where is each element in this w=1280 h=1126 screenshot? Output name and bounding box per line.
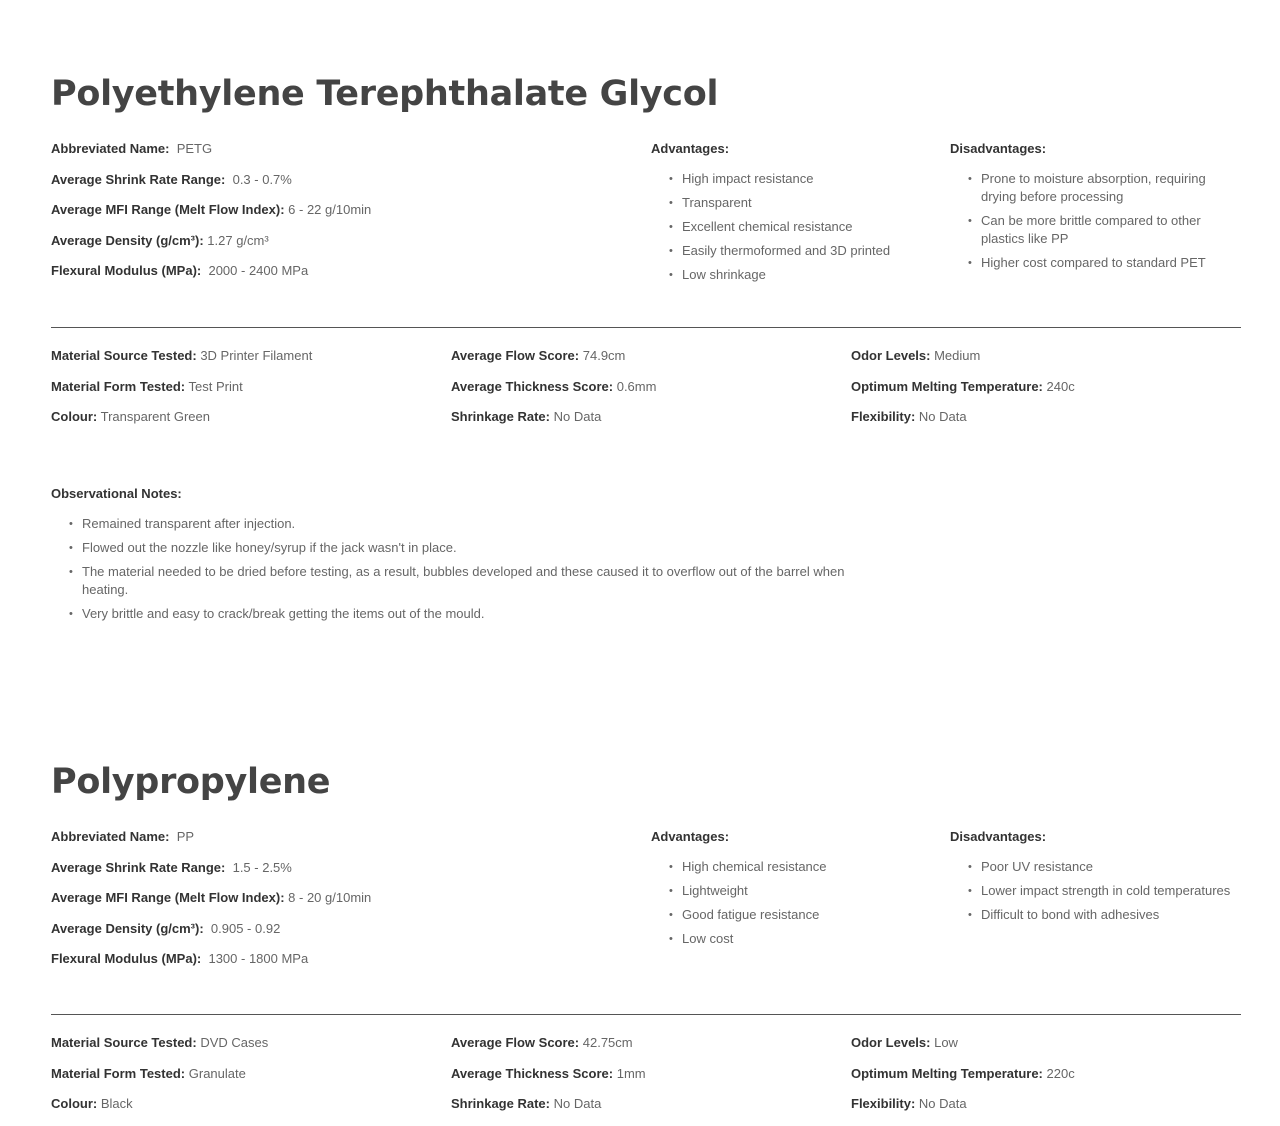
test-label: Material Source Tested:	[51, 348, 197, 363]
test-label: Shrinkage Rate:	[451, 409, 550, 424]
test-label: Average Thickness Score:	[451, 378, 614, 394]
test-label: Flexibility:	[851, 409, 916, 424]
test-label: Colour:	[51, 1096, 98, 1111]
material-overview	[51, 828, 1241, 988]
spec-label: Average Density (g/cm³):	[51, 920, 204, 936]
spec-label: Abbreviated Name:	[51, 829, 170, 844]
list-item: • Low cost	[682, 930, 921, 948]
test-row	[51, 1095, 441, 1113]
test-label: Optimum Melting Temperature:	[851, 1065, 1043, 1081]
test-row	[451, 1065, 841, 1083]
spec-row	[51, 950, 611, 968]
spec-row	[51, 201, 611, 219]
test-label: Odor Levels:	[851, 348, 931, 363]
spec-label: Average Density (g/cm³):	[51, 232, 204, 248]
test-column	[451, 1034, 841, 1126]
spec-value: 1.5 - 2.5%	[232, 859, 292, 875]
spec-row	[51, 828, 611, 846]
test-row	[851, 347, 1241, 365]
list-item: • Transparent	[682, 194, 921, 212]
test-row	[851, 1065, 1241, 1083]
list-item: • High impact resistance	[682, 170, 921, 188]
test-label: Average Flow Score:	[451, 348, 580, 363]
test-value: 42.75cm	[582, 1035, 633, 1050]
test-value: Medium	[934, 348, 981, 363]
list-item: • Low shrinkage	[682, 266, 921, 284]
test-row	[51, 1065, 441, 1083]
test-label: Material Source Tested:	[51, 1035, 197, 1050]
spec-row	[51, 859, 611, 877]
test-value: 220c	[1046, 1065, 1075, 1081]
test-row	[451, 1095, 841, 1113]
advantages-heading: Advantages:	[651, 829, 730, 844]
list-item: • The material needed to be dried before testing, as a result, bubbles developed and these caused it to overflow out of the barrel when heating.	[82, 563, 891, 599]
spec-value: PETG	[176, 141, 213, 156]
test-row	[851, 408, 1241, 426]
test-value: Transparent Green	[100, 409, 210, 424]
disadvantages-list	[950, 858, 1241, 924]
list-item: • Lightweight	[682, 882, 921, 900]
list-item: • Good fatigue resistance	[682, 906, 921, 924]
test-label: Average Flow Score:	[451, 1035, 580, 1050]
spec-label: Average Shrink Rate Range:	[51, 171, 226, 187]
advantages-column	[651, 828, 921, 954]
test-label: Odor Levels:	[851, 1035, 931, 1050]
test-column	[451, 347, 841, 439]
test-column	[51, 347, 441, 439]
material-section-petg	[51, 70, 1241, 621]
list-item: • Higher cost compared to standard PET	[981, 254, 1241, 272]
spec-row	[51, 920, 611, 938]
test-value: DVD Cases	[200, 1035, 269, 1050]
test-label: Material Form Tested:	[51, 378, 186, 394]
observational-notes	[51, 485, 891, 629]
spec-value: 1300 - 1800 MPa	[208, 951, 309, 967]
test-value: Black	[100, 1096, 133, 1111]
spec-row	[51, 232, 611, 250]
spec-list	[51, 828, 611, 981]
material-title: Polypropylene	[51, 762, 331, 802]
disadvantages-column	[950, 828, 1241, 930]
list-item: • Prone to moisture absorption, requiring drying before processing	[981, 170, 1241, 206]
list-item: • Excellent chemical resistance	[682, 218, 921, 236]
advantages-heading: Advantages:	[651, 141, 730, 156]
test-row	[51, 378, 441, 396]
spec-label: Average MFI Range (Melt Flow Index):	[51, 890, 285, 906]
spec-value: 2000 - 2400 MPa	[208, 263, 309, 279]
test-label: Average Thickness Score:	[451, 1065, 614, 1081]
spec-list	[51, 140, 611, 293]
test-row	[51, 1034, 441, 1052]
list-item: • Poor UV resistance	[981, 858, 1241, 876]
test-value: Low	[934, 1035, 958, 1050]
test-column	[851, 1034, 1241, 1126]
disadvantages-heading: Disadvantages:	[950, 141, 1047, 156]
spec-label: Average Shrink Rate Range:	[51, 859, 226, 875]
material-section-pp	[51, 758, 1241, 1111]
test-row	[451, 408, 841, 426]
spec-label: Average MFI Range (Melt Flow Index):	[51, 202, 285, 218]
list-item: • Flowed out the nozzle like honey/syrup if the jack wasn't in place.	[82, 539, 891, 557]
spec-value: 0.3 - 0.7%	[232, 171, 292, 187]
test-label: Flexibility:	[851, 1096, 916, 1111]
test-value: 240c	[1046, 378, 1075, 394]
section-divider	[51, 1014, 1241, 1015]
test-value: 74.9cm	[582, 348, 626, 363]
test-value: 0.6mm	[616, 378, 657, 394]
test-value: 1mm	[616, 1065, 646, 1081]
spec-label: Flexural Modulus (MPa):	[51, 263, 202, 279]
material-title: Polyethylene Terephthalate Glycol	[51, 74, 719, 114]
spec-value: 8 - 20 g/10min	[288, 890, 372, 906]
test-row	[451, 347, 841, 365]
list-item: • Easily thermoformed and 3D printed	[682, 242, 921, 260]
test-label: Material Form Tested:	[51, 1065, 186, 1081]
test-row	[851, 1095, 1241, 1113]
list-item: • Very brittle and easy to crack/break getting the items out of the mould.	[82, 605, 891, 623]
test-row	[851, 378, 1241, 396]
test-value: No Data	[918, 409, 967, 424]
material-overview	[51, 140, 1241, 300]
test-value: No Data	[553, 409, 602, 424]
spec-value: PP	[176, 829, 195, 844]
test-value: 3D Printer Filament	[200, 348, 313, 363]
disadvantages-heading: Disadvantages:	[950, 829, 1047, 844]
disadvantages-list	[950, 170, 1241, 272]
spec-value: 6 - 22 g/10min	[288, 202, 372, 218]
spec-label: Abbreviated Name:	[51, 141, 170, 156]
test-row	[51, 347, 441, 365]
spec-row	[51, 171, 611, 189]
test-column	[851, 347, 1241, 439]
spec-label: Flexural Modulus (MPa):	[51, 951, 202, 967]
spec-value: 0.905 - 0.92	[210, 920, 281, 936]
advantages-list	[651, 858, 921, 948]
test-label: Shrinkage Rate:	[451, 1096, 550, 1111]
test-label: Optimum Melting Temperature:	[851, 378, 1043, 394]
section-divider	[51, 327, 1241, 328]
list-item: • Lower impact strength in cold temperatures	[981, 882, 1241, 900]
spec-row	[51, 889, 611, 907]
test-row	[51, 408, 441, 426]
disadvantages-column	[950, 140, 1241, 278]
test-value: Test Print	[188, 378, 243, 394]
test-label: Colour:	[51, 409, 98, 424]
notes-list	[51, 515, 891, 623]
list-item: • Can be more brittle compared to other plastics like PP	[981, 212, 1241, 248]
list-item: • High chemical resistance	[682, 858, 921, 876]
test-row	[451, 1034, 841, 1052]
notes-heading: Observational Notes:	[51, 486, 182, 501]
spec-row	[51, 140, 611, 158]
spec-row	[51, 262, 611, 280]
list-item: • Remained transparent after injection.	[82, 515, 891, 533]
test-value: Granulate	[188, 1065, 246, 1081]
list-item: • Difficult to bond with adhesives	[981, 906, 1241, 924]
test-row	[451, 378, 841, 396]
advantages-list	[651, 170, 921, 284]
test-value: No Data	[553, 1096, 602, 1111]
spec-value: 1.27 g/cm³	[207, 232, 269, 248]
test-row	[851, 1034, 1241, 1052]
advantages-column	[651, 140, 921, 290]
test-column	[51, 1034, 441, 1126]
test-value: No Data	[918, 1096, 967, 1111]
